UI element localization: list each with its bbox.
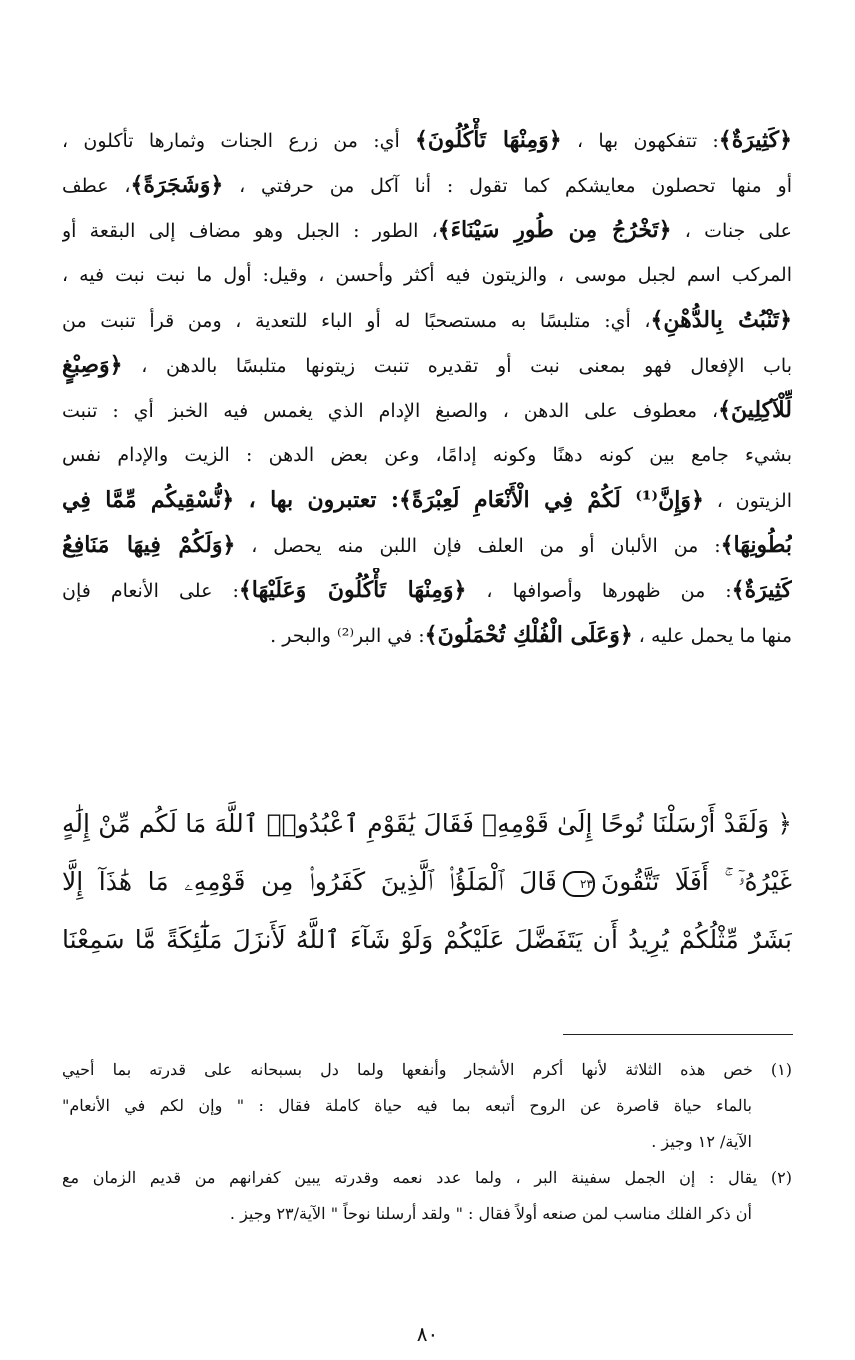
- commentary-line: [62, 433, 792, 478]
- commentary-line: [62, 523, 792, 568]
- commentary-fragment: ، عطف: [62, 175, 131, 197]
- commentary-fragment: : على الأنعام فإن: [62, 580, 239, 602]
- commentary-line: [62, 613, 792, 658]
- footnote-line: (٢) يقال : إن الجمل سفينة البر ، ولما عدد نعمه وقدرته يبين كفرانهم من قديم الزمان مع: [62, 1168, 792, 1187]
- page-number: ٨٠: [416, 1322, 439, 1346]
- quran-verse-line: [62, 853, 792, 911]
- quran-verse-line: بَشَرٌ مِّثْلُكُمْ يُرِيدُ أَن يَتَفَضَّلَ عَلَيْكُمْ وَلَوْ شَآءَ ٱللَّهُ لَأَنزَلَ مَلَٰٓئِكَةً مَّا سَمِعْنَا: [62, 925, 792, 954]
- commentary-fragment: أي: من زرع الجنات وثمارها تأكلون ،: [62, 130, 416, 152]
- commentary-fragment: بشيء جامع بين كونه دهنًا وكونه إدامًا، وعن بعض الدهن : الزيت والإدام نفس: [62, 444, 792, 466]
- quran-quote: ﴿وَمِنْهَا تَأْكُلُونَ﴾: [415, 127, 562, 153]
- quran-quote: ﴿وَلَكُمْ فِيهَا مَنَافِعُ: [62, 532, 236, 558]
- commentary-fragment: باب الإفعال فهو بمعنى نبت أو تقديره تنبت زيتونها متلبسًا بالدهن ،: [122, 355, 792, 377]
- footnotes: [62, 1052, 792, 1232]
- quran-quote: ﴿وَإِنَّ⁽¹⁾ لَكُمْ فِي الْأَنْعَامِ لَعِبْرَةً﴾: [399, 487, 704, 513]
- commentary-line: [62, 163, 792, 208]
- commentary-text: [62, 118, 792, 658]
- commentary-line: [62, 568, 792, 613]
- footnote-divider: [563, 1034, 793, 1035]
- quran-verse-fragment: قَالَ ٱلْمَلَؤُا۟ ٱلَّذِينَ كَفَرُوا۟ مِن قَوْمِهِۦ مَا هَٰذَآ إِلَّا: [62, 867, 557, 896]
- footnote-line: (١) خص هذه الثلاثة لأنها أكرم الأشجار وأنفعها ولما دل بسبحانه على قدرته بما أحيي: [62, 1060, 792, 1079]
- footnote-line: بالماء حياة قاصرة عن الروح أتبعه بما فيه حياة كاملة فقال : " وإن لكم في الأنعام": [62, 1096, 752, 1115]
- commentary-line: [62, 478, 792, 523]
- footnote-line: أن ذكر الفلك مناسب لمن صنعه أولاً فقال : " ولقد أرسلنا نوحاً " الآية/٢٣ وجيز .: [229, 1204, 752, 1223]
- commentary-fragment: المركب اسم لجبل موسى ، والزيتون فيه أكثر وأحسن ، وقيل: أول ما نبت نبت فيه ،: [62, 264, 792, 286]
- quran-quote: ﴿وَشَجَرَةً﴾: [130, 172, 224, 198]
- commentary-line: [62, 208, 792, 253]
- quran-quote: ﴿تَخْرُجُ مِن طُورِ سَيْنَاءَ﴾: [437, 217, 672, 243]
- commentary-fragment: أو منها تحصلون معايشكم كما تقول : أنا آكل من حرفتي ،: [223, 175, 792, 197]
- commentary-fragment: ، الطور : الجبل وهو مضاف إلى البقعة أو: [62, 220, 438, 242]
- quran-verse-block: [62, 795, 792, 969]
- commentary-line: [62, 343, 792, 388]
- quran-quote: ﴿وَصِبْغٍ: [62, 352, 123, 378]
- ayah-number-marker: ٢٣: [563, 871, 595, 897]
- commentary-fragment: : من الألبان أو من العلف فإن اللبن منه يحصل ،: [235, 535, 721, 557]
- commentary-fragment: : تتفكهون بها ،: [561, 130, 719, 152]
- commentary-fragment: على جنات ،: [671, 220, 792, 242]
- quran-quote: كَثِيرَةٌ﴾: [731, 577, 792, 603]
- commentary-fragment: ، أي: متلبسًا به مستصحبًا له أو الباء للتعدية ، ومن قرأ تنبت من: [62, 310, 651, 332]
- quran-verse-line: ﴿ وَلَقَدْ أَرْسَلْنَا نُوحًا إِلَىٰ قَوْمِهِۦ فَقَالَ يَٰقَوْمِ ٱعْبُدُوا۟ ٱللَّهَ مَا لَكُم مِّنْ إِلَٰهٍ: [62, 809, 792, 838]
- commentary-fragment: الزيتون ،: [703, 490, 792, 512]
- commentary-fragment: : في البر⁽²⁾ والبحر .: [270, 625, 425, 647]
- quran-quote: : تعتبرون بها ، ﴿نُّسْقِيكُم مِّمَّا فِي: [62, 487, 399, 513]
- quran-verse-fragment: غَيْرُهُۥٓ ۚ أَفَلَا تَتَّقُونَ: [600, 867, 792, 896]
- commentary-line: [62, 388, 792, 433]
- quran-quote: ﴿وَمِنْهَا تَأْكُلُونَ وَعَلَيْهَا﴾: [238, 577, 467, 603]
- footnote-line: الآية/ ١٢ وجيز .: [651, 1132, 752, 1151]
- quran-quote: بُطُونِهَا﴾: [720, 532, 792, 558]
- quran-quote: ﴿تَنْبُتُ بِالدُّهْنِ﴾: [650, 307, 792, 333]
- commentary-fragment: ، معطوف على الدهن ، والصبغ الإدام الذي يغمس فيه الخبز أي : تنبت: [62, 400, 719, 422]
- commentary-fragment: منها ما يحمل عليه ،: [632, 625, 792, 647]
- quran-quote: ﴿وَعَلَى الْفُلْكِ تُحْمَلُونَ﴾: [424, 622, 633, 648]
- commentary-line: [62, 298, 792, 343]
- commentary-line: [62, 253, 792, 298]
- quran-quote: لِّلْآكِلِينَ﴾: [718, 397, 792, 423]
- commentary-fragment: : من ظهورها وأصوافها ،: [466, 580, 732, 602]
- quran-quote: ﴿كَثِيرَةٌ﴾: [718, 127, 792, 153]
- commentary-line: [62, 118, 792, 163]
